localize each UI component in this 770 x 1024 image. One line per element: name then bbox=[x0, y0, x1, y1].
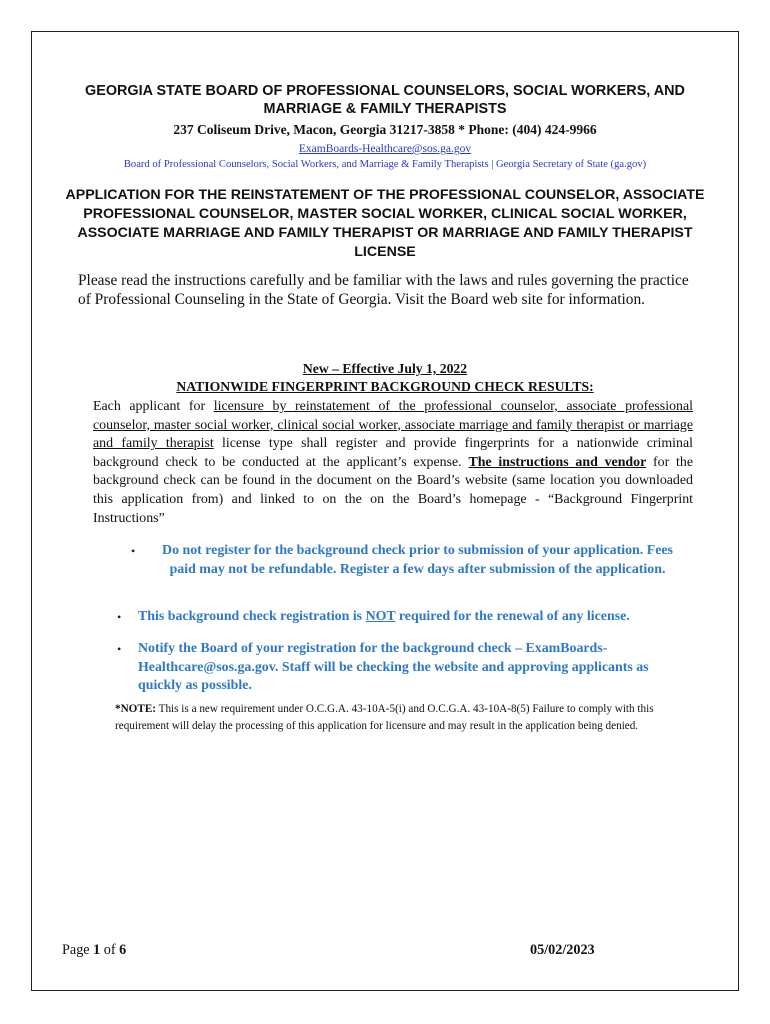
bullet-not-required-renewal: This background check registration is NOT required for the renewal of any license. bbox=[138, 609, 630, 624]
intro-paragraph: Please read the instructions carefully and be familiar with the laws and rules governing the practice of Professional Counseling in the State of Georgia. Visit the Board web site for information. bbox=[78, 272, 689, 308]
page-number: Page 1 of 6 bbox=[62, 942, 127, 958]
fingerprint-heading: NATIONWIDE FINGERPRINT BACKGROUND CHECK RESULTS: bbox=[176, 379, 594, 394]
application-title: APPLICATION FOR THE REINSTATEMENT OF THE PROFESSIONAL COUNSELOR, ASSOCIATE PROFESSIONAL COUNSELOR, MASTER SOCIAL WORKER, CLINICAL SOCIAL WORKER, ASSOCIATE MARRIAGE AND FAMILY THERAPIST OR MARRIAGE AND FAMILY THERAPIST LICENSE bbox=[65, 187, 705, 260]
bullet-notify-board: Notify the Board of your registration for the background check – ExamBoards-Healthcare@sos.ga.gov. Staff will be checking the website and approving applicants as quickly as possible. bbox=[138, 641, 649, 694]
effective-date-heading: New – Effective July 1, 2022 bbox=[302, 361, 468, 376]
bullet-dot: • bbox=[117, 610, 122, 624]
bullet-do-not-register: Do not register for the background check prior to submission of your application. Fees paid may not be refundable. Register a few days after submission of the application. bbox=[162, 543, 673, 577]
board-title: GEORGIA STATE BOARD OF PROFESSIONAL COUNSELORS, SOCIAL WORKERS, AND MARRIAGE & FAMILY THERAPISTS bbox=[85, 83, 685, 117]
board-website-link[interactable]: Board of Professional Counselors, Social Workers, and Marriage & Family Therapists | Georgia Secretary of State (ga.gov) bbox=[123, 159, 647, 170]
bullet-dot: • bbox=[131, 544, 136, 558]
board-address: 237 Coliseum Drive, Macon, Georgia 31217-3858 * Phone: (404) 424-9966 bbox=[173, 122, 597, 137]
revision-date: 05/02/2023 bbox=[530, 942, 595, 958]
bullet-dot: • bbox=[117, 642, 122, 656]
requirement-note: *NOTE: This is a new requirement under O.C.G.A. 43-10A-5(i) and O.C.G.A. 43-10A-8(5) Failure to comply with this requirement will delay the processing of this application for licensure and may result in the application being denied. bbox=[115, 703, 654, 733]
board-email-link[interactable]: ExamBoards-Healthcare@sos.ga.gov bbox=[298, 143, 472, 155]
fingerprint-paragraph: Each applicant for licensure by reinstatement of the professional counselor, associate professional counselor, master social worker, clinical social worker, associate marriage and family therapist or marriage and family therapist license type shall register and provide fingerprints for a nationwide criminal background check to be conducted at the applicant’s expense. The instructions and vendor for the background check can be found in the document on the Board’s website (same location you downloaded this application from) and linked to on the on the Board’s homepage - “Background Fingerprint Instructions” bbox=[93, 399, 694, 526]
